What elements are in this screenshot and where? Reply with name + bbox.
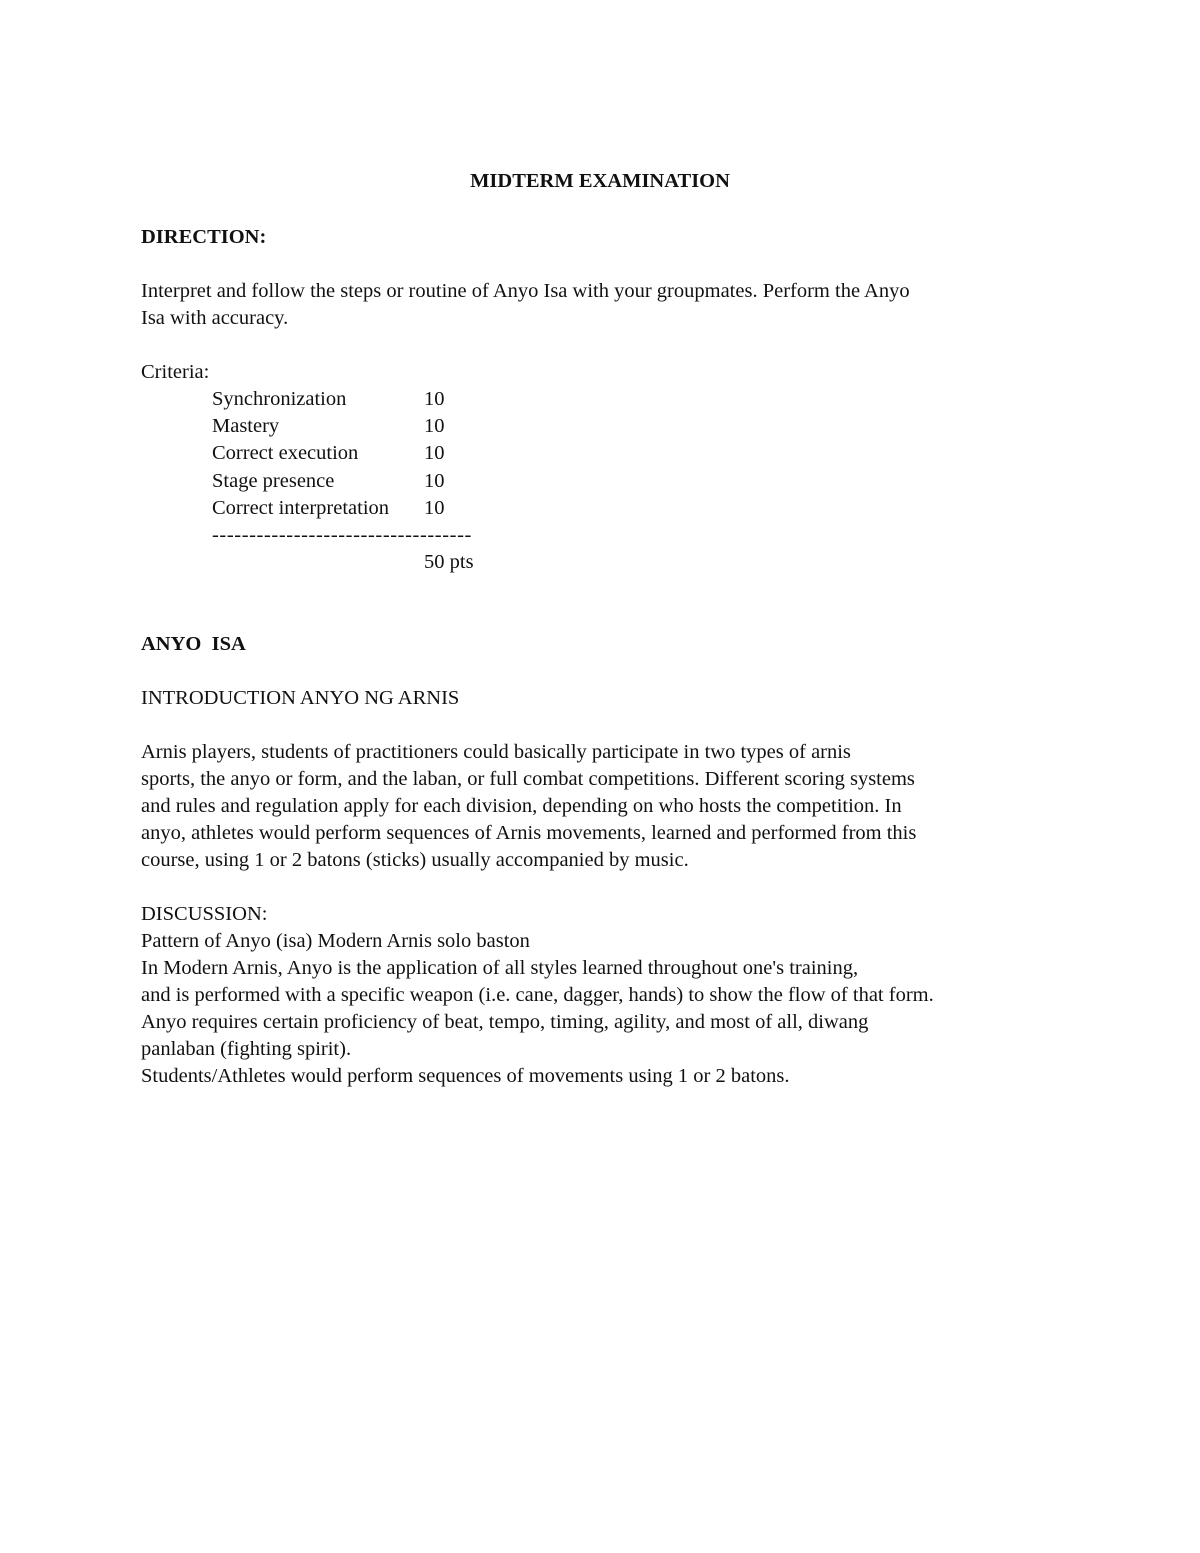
page-title: MIDTERM EXAMINATION (470, 170, 730, 192)
discussion-line: In Modern Arnis, Anyo is the application of all styles learned throughout one's training, (141, 957, 859, 979)
criteria-name: Correct interpretation (212, 497, 390, 519)
discussion-line: Students/Athletes would perform sequences of movements using 1 or 2 batons. (141, 1065, 790, 1087)
intro-heading: INTRODUCTION ANYO NG ARNIS (141, 687, 460, 709)
criteria-points: 10 (424, 415, 445, 437)
discussion-line: panlaban (fighting spirit). (141, 1038, 352, 1060)
discussion-line: Pattern of Anyo (isa) Modern Arnis solo baston (141, 930, 530, 952)
criteria-name: Stage presence (212, 470, 335, 492)
criteria-label: Criteria: (141, 361, 210, 383)
criteria-points: 10 (424, 388, 445, 410)
intro-line: sports, the anyo or form, and the laban, or full combat competitions. Different scoring systems (141, 768, 915, 790)
total-points: 50 pts (424, 551, 474, 573)
intro-line: anyo, athletes would perform sequences of Arnis movements, learned and performed from this (141, 822, 917, 844)
criteria-name: Mastery (212, 415, 280, 437)
criteria-points: 10 (424, 442, 445, 464)
intro-line: course, using 1 or 2 batons (sticks) usually accompanied by music. (141, 849, 689, 871)
direction-heading: DIRECTION: (141, 226, 267, 248)
intro-line: and rules and regulation apply for each division, depending on who hosts the competition. In (141, 795, 902, 817)
criteria-points: 10 (424, 497, 445, 519)
intro-line: Arnis players, students of practitioners could basically participate in two types of arnis (141, 741, 851, 763)
direction-line: Interpret and follow the steps or routine of Anyo Isa with your groupmates. Perform the Anyo (141, 280, 910, 302)
direction-line: Isa with accuracy. (141, 307, 289, 329)
discussion-heading: DISCUSSION: (141, 903, 268, 925)
discussion-line: and is performed with a specific weapon (i.e. cane, dagger, hands) to show the flow of that form. (141, 984, 934, 1006)
total-divider: ----------------------------------- (212, 524, 472, 546)
criteria-points: 10 (424, 470, 445, 492)
discussion-line: Anyo requires certain proficiency of beat, tempo, timing, agility, and most of all, diwang (141, 1011, 869, 1033)
criteria-name: Synchronization (212, 388, 347, 410)
section-heading: ANYO ISA (141, 633, 246, 655)
criteria-name: Correct execution (212, 442, 359, 464)
